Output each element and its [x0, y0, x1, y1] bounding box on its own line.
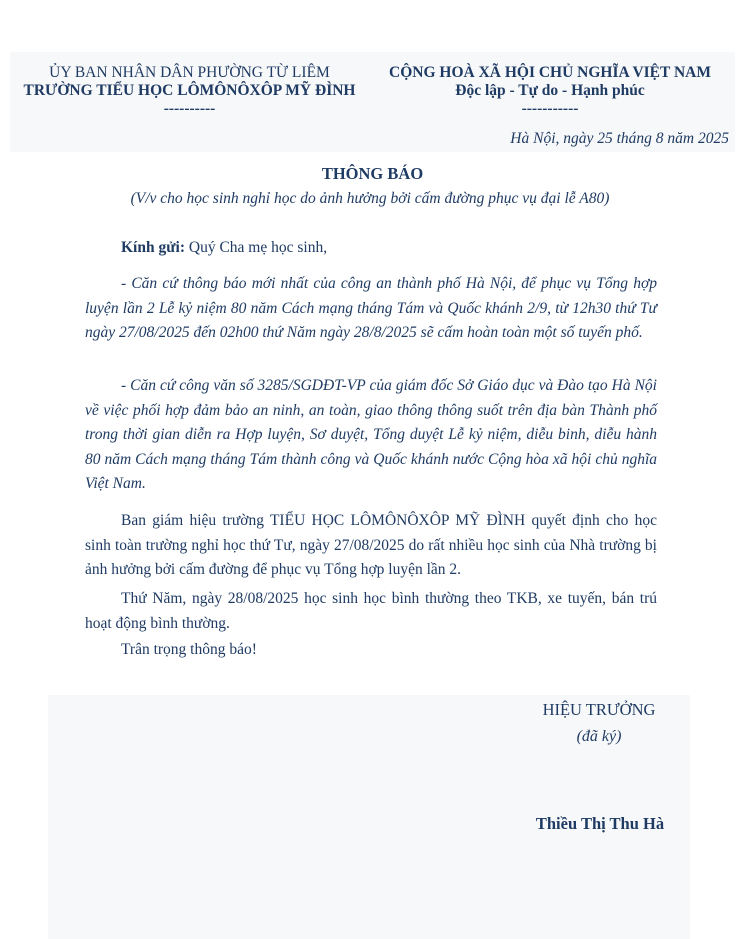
national-motto: Độc lập - Tự do - Hạnh phúc: [455, 82, 645, 99]
greeting: [85, 236, 657, 261]
signature-title: HIỆU TRƯỞNG: [542, 700, 656, 719]
issuer-divider: ----------: [163, 100, 216, 117]
issuer-authority: ỦY BAN NHÂN DÂN PHƯỜNG TỪ LIÊM: [49, 64, 330, 81]
document-title: THÔNG BÁO: [321, 164, 424, 183]
national-divider: -----------: [521, 100, 579, 117]
paragraph-resume-schedule: Thứ Năm, ngày 28/08/2025 học sinh học bình thường theo TKB, xe tuyến, bán trú hoạt động bình thường.: [85, 590, 657, 632]
signature-signed-note: (đã ký): [576, 728, 622, 745]
paragraph-closing: Trân trọng thông báo!: [121, 641, 257, 658]
document-date: Hà Nội, ngày 25 tháng 8 năm 2025: [510, 130, 729, 147]
paragraph-decision: Ban giám hiệu trường TIỂU HỌC LÔMÔNÔXÔP MỸ ĐÌNH quyết định cho học sinh toàn trường nghỉ học thứ Tư, ngày 27/08/2025 do rất nhiều học sinh của Nhà trường bị ảnh hưởng bởi cấm đường để phục vụ Tổng hợp luyện lần 2.: [85, 512, 657, 578]
paragraph-police-notice: - Căn cứ thông báo mới nhất của công an thành phố Hà Nội, để phục vụ Tổng hợp luyện lần 2 Lễ kỷ niệm 80 năm Cách mạng tháng Tám và Quốc khánh 2/9, từ 12h30 thứ Tư ngày 27/08/2025 đến 02h00 thứ Năm ngày 28/8/2025 sẽ cấm hoàn toàn một số tuyến phố.: [85, 275, 657, 341]
paragraph-department-directive: - Căn cứ công văn số 3285/SGDĐT-VP của giám đốc Sở Giáo dục và Đào tạo Hà Nội về việc phối hợp đảm bảo an ninh, an toàn, giao thông thông suốt trên địa bàn Thành phố trong thời gian diễn ra Hợp luyện, Sơ duyệt, Tổng duyệt Lễ kỷ niệm, diễu binh, diễu hành 80 năm Cách mạng tháng Tám thành công và Quốc khánh nước Cộng hòa xã hội chủ nghĩa Việt Nam.: [85, 377, 657, 492]
national-header: [378, 64, 722, 118]
document-subject: (V/v cho học sinh nghỉ học do ảnh hưởng bởi cấm đường phục vụ đại lễ A80): [130, 190, 610, 207]
national-title: CỘNG HOÀ XÃ HỘI CHỦ NGHĨA VIỆT NAM: [389, 64, 711, 81]
signature-name: Thiều Thị Thu Hà: [535, 814, 665, 833]
greeting-label: Kính gửi:: [121, 239, 185, 256]
issuer-school: TRƯỜNG TIỂU HỌC LÔMÔNÔXÔP MỸ ĐÌNH: [23, 82, 356, 99]
issuer-header: [12, 64, 367, 118]
greeting-recipient: Quý Cha mẹ học sinh,: [185, 239, 328, 256]
